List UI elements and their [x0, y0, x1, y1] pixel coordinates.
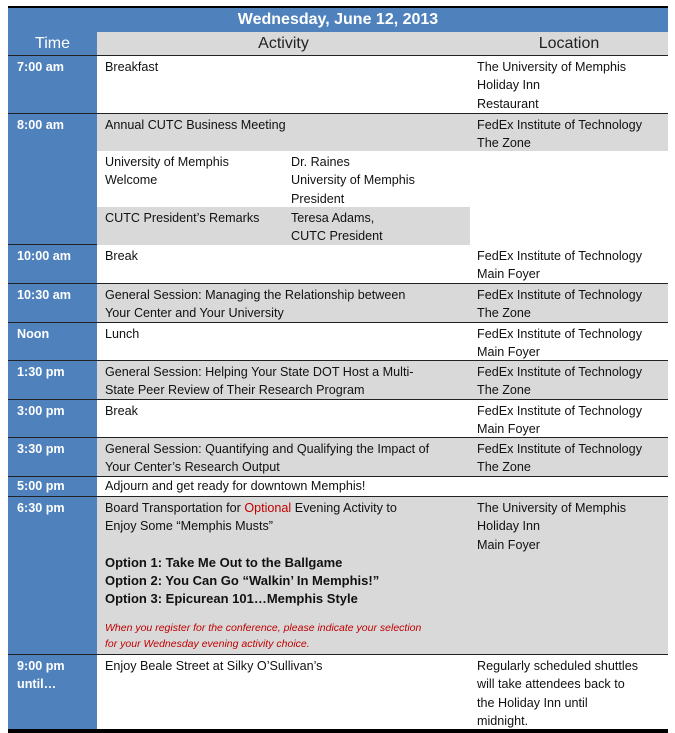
schedule-row: [8, 283, 668, 322]
speaker-text: University of Memphis: [291, 173, 415, 188]
schedule-table: [8, 6, 668, 733]
sub-session-remarks: [97, 207, 470, 246]
business-meeting-block: [97, 114, 668, 244]
location-text: FedEx Institute of Technology: [477, 249, 642, 263]
location-cell: [470, 438, 668, 476]
schedule-row: [8, 654, 668, 729]
location-text: Main Foyer: [477, 345, 540, 360]
column-header-activity: Activity: [97, 32, 470, 55]
activity-cell: [97, 114, 470, 151]
speaker-text: Dr. Raines: [291, 155, 350, 169]
location-text: The University of Memphis: [477, 60, 627, 74]
activity-cell: [97, 400, 470, 437]
sub-session-title: Welcome: [105, 173, 158, 188]
registration-note: for your Wednesday evening activity choice.: [105, 638, 310, 651]
location-cell-empty: [470, 477, 668, 496]
location-cell: [470, 361, 668, 399]
activity-text: Break: [105, 404, 138, 418]
schedule-row: [8, 322, 668, 360]
column-header-time: Time: [8, 32, 97, 55]
day-title: Wednesday, June 12, 2013: [8, 8, 668, 32]
location-text: The University of Memphis: [477, 501, 627, 515]
time-cell: 8:00 am: [8, 114, 97, 244]
evening-option: Option 2: You Can Go “Walkin’ In Memphis!”: [105, 572, 380, 588]
activity-text: Lunch: [105, 327, 140, 341]
time-cell: 3:30 pm: [8, 438, 97, 476]
location-cell: [470, 245, 668, 283]
column-header-row: [8, 32, 668, 55]
activity-text: Enjoy Beale Street at Silky O’Sullivan’s: [105, 659, 323, 673]
time-text-continued: until…: [17, 677, 57, 692]
location-text: Restaurant: [477, 96, 539, 111]
location-text: FedEx Institute of Technology: [477, 288, 642, 302]
time-cell: 3:00 pm: [8, 400, 97, 437]
location-text: FedEx Institute of Technology: [477, 327, 642, 341]
time-cell: 6:30 pm: [8, 497, 97, 654]
location-cell: [470, 56, 668, 113]
activity-text: Your Center’s Research Output: [105, 460, 280, 475]
optional-highlight: Optional: [244, 501, 292, 515]
evening-option: Option 3: Epicurean 101…Memphis Style: [105, 591, 358, 607]
activity-text: General Session: Quantifying and Qualifying the Impact of: [105, 442, 430, 456]
time-cell: 1:30 pm: [8, 361, 97, 399]
activity-text-pre: Board Transportation for: [105, 501, 245, 515]
schedule-row: [8, 437, 668, 476]
activity-cell: [97, 245, 470, 283]
activity-text: Enjoy Some “Memphis Musts”: [105, 519, 273, 534]
location-text: midnight.: [477, 713, 529, 728]
time-cell: 10:30 am: [8, 284, 97, 322]
location-text: FedEx Institute of Technology: [477, 442, 642, 456]
location-text: Holiday Inn: [477, 78, 541, 93]
time-cell: Noon: [8, 323, 97, 360]
location-cell: [470, 323, 668, 360]
activity-text: Your Center and Your University: [105, 306, 284, 321]
location-text: The Zone: [477, 460, 531, 475]
location-text: Holiday Inn: [477, 519, 541, 534]
location-cell: [470, 284, 668, 322]
activity-cell: [97, 284, 470, 322]
location-cell: [470, 400, 668, 437]
location-text: Main Foyer: [477, 267, 540, 282]
schedule-row: [8, 476, 668, 496]
location-cell: [470, 497, 668, 654]
speaker-text: CUTC President: [291, 229, 383, 244]
sub-session-title: CUTC President’s Remarks: [105, 211, 260, 225]
activity-text: Annual CUTC Business Meeting: [105, 118, 286, 132]
activity-cell: [97, 361, 470, 399]
evening-option: Option 1: Take Me Out to the Ballgame: [105, 554, 343, 570]
activity-cell: [97, 655, 470, 729]
activity-cell: [97, 323, 470, 360]
activity-text: General Session: Helping Your State DOT Host a Multi-: [105, 365, 414, 379]
activity-text: General Session: Managing the Relationship between: [105, 288, 406, 302]
time-cell: 10:00 am: [8, 245, 97, 283]
activity-text: State Peer Review of Their Research Program: [105, 383, 365, 398]
location-text: will take attendees back to: [477, 677, 625, 692]
schedule-row: [8, 55, 668, 113]
sub-session-welcome: [97, 151, 470, 207]
activity-text: Break: [105, 249, 138, 263]
location-text: Main Foyer: [477, 537, 540, 552]
schedule-row: [8, 399, 668, 437]
time-text: 9:00 pm: [17, 659, 65, 673]
location-cell: [470, 655, 668, 729]
column-header-location: Location: [470, 32, 668, 55]
activity-cell: [97, 438, 470, 476]
activity-text: Breakfast: [105, 60, 159, 74]
location-text: FedEx Institute of Technology: [477, 118, 642, 132]
schedule-row: [8, 496, 668, 654]
speaker-text: President: [291, 191, 345, 206]
time-cell: 5:00 pm: [8, 477, 97, 496]
time-cell: [8, 655, 97, 729]
schedule-row: [8, 113, 668, 244]
location-text: The Zone: [477, 306, 531, 321]
activity-cell: [97, 477, 470, 496]
location-text: FedEx Institute of Technology: [477, 404, 642, 418]
location-cell: [470, 114, 668, 151]
location-text: The Zone: [477, 383, 531, 398]
location-text: the Holiday Inn until: [477, 695, 588, 710]
activity-cell: [97, 56, 470, 113]
location-text: Regularly scheduled shuttles: [477, 659, 639, 673]
location-text: The Zone: [477, 136, 531, 151]
activity-text-post: Evening Activity to: [291, 501, 397, 515]
sub-session-title: University of Memphis: [105, 155, 229, 169]
activity-cell: [97, 497, 470, 654]
schedule-row: [8, 244, 668, 283]
location-cell-empty: [470, 151, 668, 246]
location-text: FedEx Institute of Technology: [477, 365, 642, 379]
speaker-text: Teresa Adams,: [291, 211, 375, 225]
time-cell: 7:00 am: [8, 56, 97, 113]
registration-note: When you register for the conference, please indicate your selection: [105, 622, 422, 635]
location-text: Main Foyer: [477, 422, 540, 437]
activity-text: [105, 499, 470, 517]
activity-text: Adjourn and get ready for downtown Memphis!: [105, 479, 366, 493]
schedule-row: [8, 360, 668, 399]
